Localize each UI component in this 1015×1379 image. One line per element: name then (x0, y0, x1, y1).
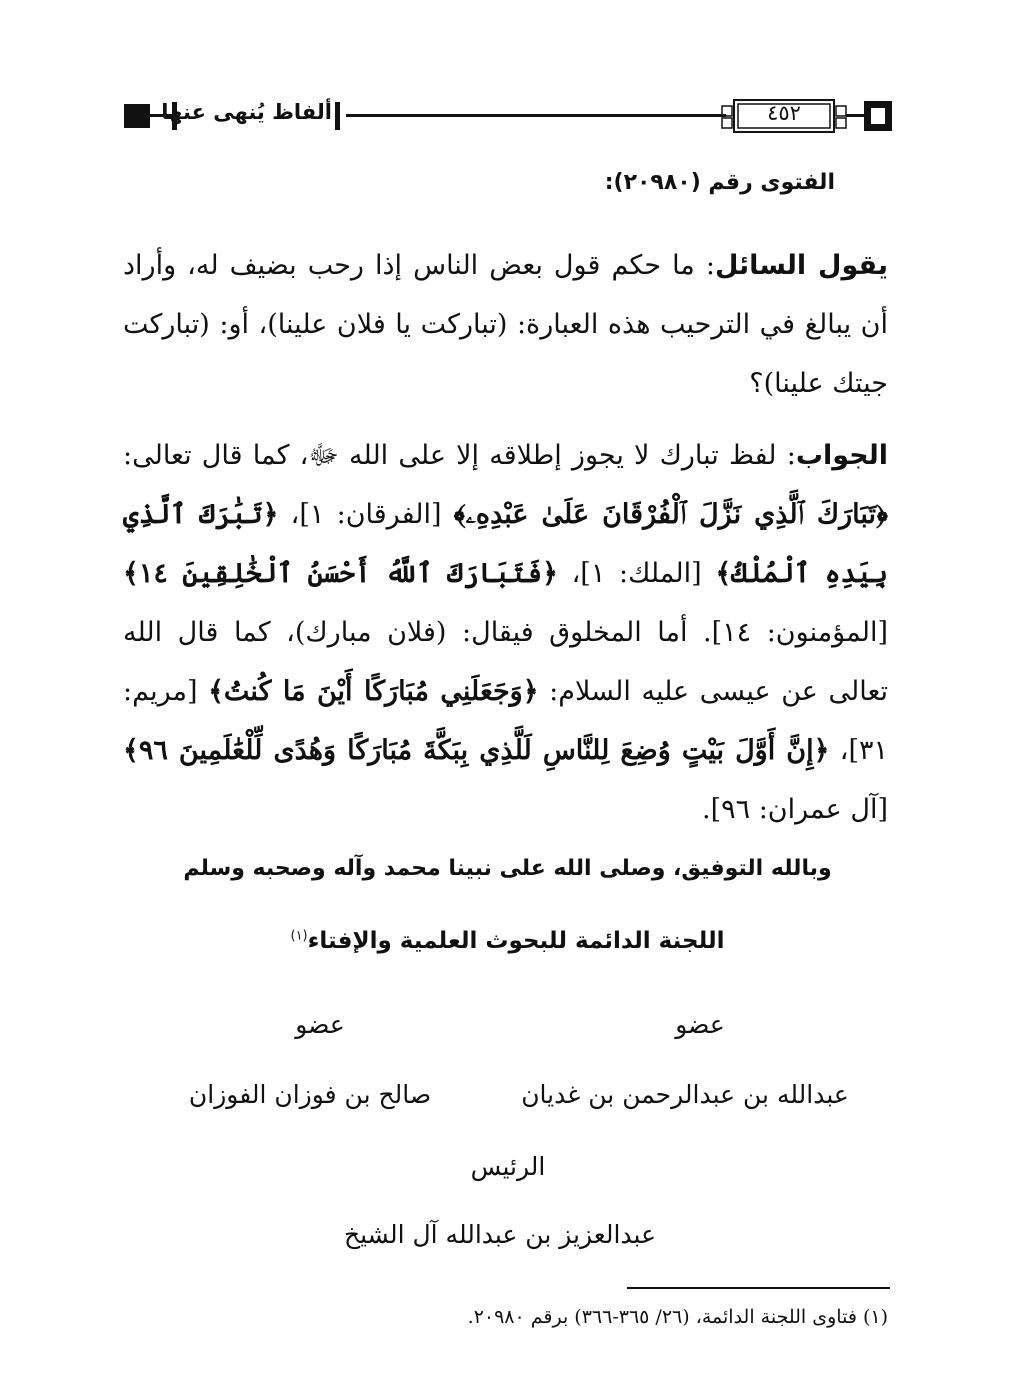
header-ornament-square-inner (871, 108, 885, 124)
quran-verse: ﴿تَبَٰرَكَ ٱلَّذِي بِيَدِهِ ٱلْمُلْكُ﴾ (123, 499, 888, 589)
quran-verse: ﴿تَبَارَكَ ٱلَّذِي نَزَّلَ ٱلْفُرْقَانَ عَلَىٰ عَبْدِهِۦ﴾ (453, 499, 888, 530)
answer-text: [المؤمنون: ١٤]. أما المخلوق فيقال: (فلان مبارك)، كما قال الله تعالى عن عيسى عليه السلام: (123, 617, 889, 707)
committee-title (0, 928, 1015, 954)
verse-reference: [الفرقان: ١]، (278, 499, 454, 530)
page-number-frame (714, 96, 854, 136)
running-title: ألفاظ يُنهى عنها (161, 100, 332, 124)
verse-reference: [آل عمران: ٩٦]. (701, 794, 888, 825)
verse-reference: [الملك: ١]، (557, 558, 716, 589)
header-ornament-right (124, 104, 150, 128)
chair-name: عبدالعزيز بن عبدالله آل الشيخ (343, 1220, 656, 1249)
page-header (124, 96, 892, 136)
page-number: ٤٥٢ (767, 101, 801, 125)
footnote: (١) فتاوى اللجنة الدائمة، (٢٦/ ٣٦٥-٣٦٦) برقم ٢٠٩٨٠. (467, 1306, 888, 1328)
quran-verse: ﴿إِنَّ أَوَّلَ بَيْتٍ وُضِعَ لِلنَّاسِ لَلَّذِي بِبَكَّةَ مُبَارَكًا وَهُدًى لِّلْعَٰلَمِينَ ٩٦﴾ (123, 735, 830, 766)
question-lead: يقول السائل (714, 250, 888, 281)
chair-label: الرئيس (470, 1152, 546, 1181)
member-label-right: عضو (675, 1010, 725, 1039)
verse-reference: [مريم: ٣١]، (123, 676, 888, 766)
quran-verse: ﴿وَجَعَلَنِي مُبَارَكًا أَيْنَ مَا كُنتُ﴾ (208, 676, 539, 707)
question-text: : ما حكم قول بعض الناس إذا رحب بضيف له، وأراد أن يبالغ في الترحيب هذه العبارة: (تباركت يا فلان علينا)، أو: (تباركت جيتك علينا)؟ (123, 250, 888, 399)
question-paragraph (123, 236, 888, 413)
footnote-separator (627, 1287, 890, 1289)
answer-text: : لفظ تبارك لا يجوز إطلاقه إلا على الله ﷻ، كما قال تعالى: (123, 440, 796, 471)
member-right-name: عبدالله بن عبدالرحمن بن غديان (521, 1080, 849, 1109)
quran-verse: ﴿فَتَبَارَكَ ٱللَّهُ أَحْسَنُ ٱلْخَٰلِقِينَ ١٤﴾ (123, 558, 558, 589)
fatwa-number: الفتوى رقم (٢٠٩٨٠): (604, 170, 835, 195)
footnote-ref: (١) (290, 928, 308, 944)
committee-name: اللجنة الدائمة للبحوث العلمية والإفتاء (307, 928, 725, 954)
answer-lead: الجواب (795, 440, 888, 471)
header-ornament-bar (335, 102, 340, 130)
member-left-name: صالح بن فوزان الفوزان (188, 1080, 432, 1109)
answer-paragraph (123, 426, 888, 839)
header-rule (346, 114, 726, 117)
closing-line: وبالله التوفيق، وصلى الله على نبينا محمد وآله وصحبه وسلم (183, 856, 832, 881)
member-label-left: عضو (295, 1010, 345, 1039)
